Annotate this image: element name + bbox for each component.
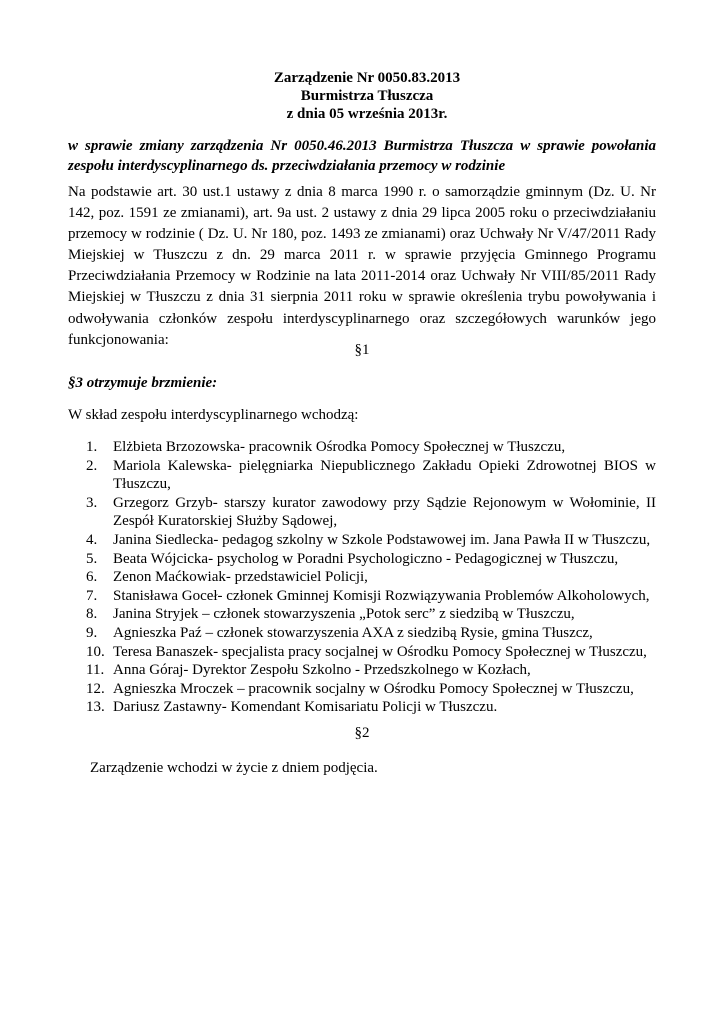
list-item <box>86 698 656 717</box>
closing-statement: Zarządzenie wchodzi w życie z dniem podjęcia. <box>90 760 378 776</box>
list-item-text: Agnieszka Mroczek – pracownik socjalny w Ośrodku Pomocy Społecznej w Tłuszczu, <box>113 680 634 697</box>
document-header <box>0 69 724 123</box>
list-item-text: Anna Góraj- Dyrektor Zespołu Szkolno - Przedszkolnego w Kozłach, <box>113 662 531 679</box>
list-item <box>86 605 656 624</box>
list-item-text: Janina Siedlecka- pedagog szkolny w Szkole Podstawowej im. Jana Pawła II w Tłuszczu, <box>113 531 651 548</box>
list-item <box>86 568 656 587</box>
list-item-number: 3. <box>86 494 98 511</box>
list-item-number: 1. <box>86 439 98 455</box>
list-item-text: Teresa Banaszek- specjalista pracy socjalnej w Ośrodku Pomocy Społecznej w Tłuszczu, <box>113 643 647 660</box>
list-item-number: 9. <box>86 624 98 641</box>
list-item-number: 6. <box>86 569 98 586</box>
list-item <box>86 643 656 662</box>
section-1-heading: §1 <box>354 342 370 358</box>
list-item-number: 10. <box>86 643 105 660</box>
list-item <box>86 661 656 680</box>
section-2-heading: §2 <box>354 725 370 741</box>
composition-intro: W skład zespołu interdyscyplinarnego wchodzą: <box>68 407 359 423</box>
section-3-amendment-heading: §3 otrzymuje brzmienie: <box>68 375 218 391</box>
list-item-number: 13. <box>86 699 105 716</box>
list-item-text: Beata Wójcicka- psycholog w Poradni Psychologiczno - Pedagogicznej w Tłuszczu, <box>113 550 619 567</box>
document-issuer: Burmistrza Tłuszcza <box>300 88 434 104</box>
list-item <box>86 550 656 569</box>
list-item-text: Agnieszka Paź – członek stowarzyszenia AXA z siedzibą Rysie, gmina Tłuszcz, <box>113 624 593 641</box>
document-title: Zarządzenie Nr 0050.83.2013 <box>273 70 461 86</box>
list-item-number: 5. <box>86 550 98 567</box>
list-item-number: 11. <box>86 662 105 679</box>
list-item <box>86 680 656 699</box>
list-item-text: Grzegorz Grzyb- starszy kurator zawodowy przy Sądzie Rejonowym w Wołominie, II Zespół Kuratorskiej Służby Sądowej, <box>113 494 656 530</box>
list-item <box>86 494 656 531</box>
list-item-number: 8. <box>86 606 98 623</box>
list-item-number: 2. <box>86 457 98 474</box>
list-item-number: 4. <box>86 531 98 548</box>
list-item-text: Janina Stryjek – członek stowarzyszenia „Potok serc” z siedzibą w Tłuszczu, <box>113 606 575 623</box>
list-item <box>86 438 656 457</box>
document-date: z dnia 05 września 2013r. <box>286 106 448 122</box>
document-subject: w sprawie zmiany zarządzenia Nr 0050.46.2013 Burmistrza Tłuszcza w sprawie powołania zespołu interdyscyplinarnego ds. przeciwdziałania przemocy w rodzinie <box>68 138 656 174</box>
list-item <box>86 587 656 606</box>
list-item <box>86 624 656 643</box>
members-list <box>86 438 656 717</box>
list-item-text: Elżbieta Brzozowska- pracownik Ośrodka Pomocy Społecznej w Tłuszczu, <box>113 439 566 455</box>
list-item-text: Dariusz Zastawny- Komendant Komisariatu Policji w Tłuszczu. <box>113 699 498 716</box>
list-item <box>86 531 656 550</box>
list-item <box>86 457 656 494</box>
list-item-number: 12. <box>86 680 105 697</box>
list-item-text: Zenon Maćkowiak- przedstawiciel Policji, <box>113 569 368 586</box>
list-item-number: 7. <box>86 587 98 604</box>
list-item-text: Mariola Kalewska- pielęgniarka Niepublicznego Zakładu Opieki Zdrowotnej BIOS w Tłuszczu, <box>113 457 656 493</box>
list-item-text: Stanisława Goceł- członek Gminnej Komisji Rozwiązywania Problemów Alkoholowych, <box>113 587 650 604</box>
legal-basis-paragraph: Na podstawie art. 30 ust.1 ustawy z dnia 8 marca 1990 r. o samorządzie gminnym (Dz. U. Nr 142, poz. 1591 ze zmianami), art. 9a ust. 2 ustawy z dnia 29 lipca 2005 roku o przeciwdziałaniu przemocy w rodzinie ( Dz. U. Nr 180, poz. 1493 ze zmianami) oraz Uchwały Nr V/47/2011 Rady Miejskiej w Tłuszczu z dn. 29 marca 2011 r. w sprawie przyjęcia Gminnego Programu Przeciwdziałania Przemocy w Rodzinie na lata 2011-2014 oraz Uchwały Nr VIII/85/2011 Rady Miejskiej w Tłuszczu z dnia 31 sierpnia 2011 roku w sprawie określenia trybu powoływania i odwoływania członków zespołu interdyscyplinarnego oraz szczegółowych warunków jego funkcjonowania: <box>68 184 656 348</box>
